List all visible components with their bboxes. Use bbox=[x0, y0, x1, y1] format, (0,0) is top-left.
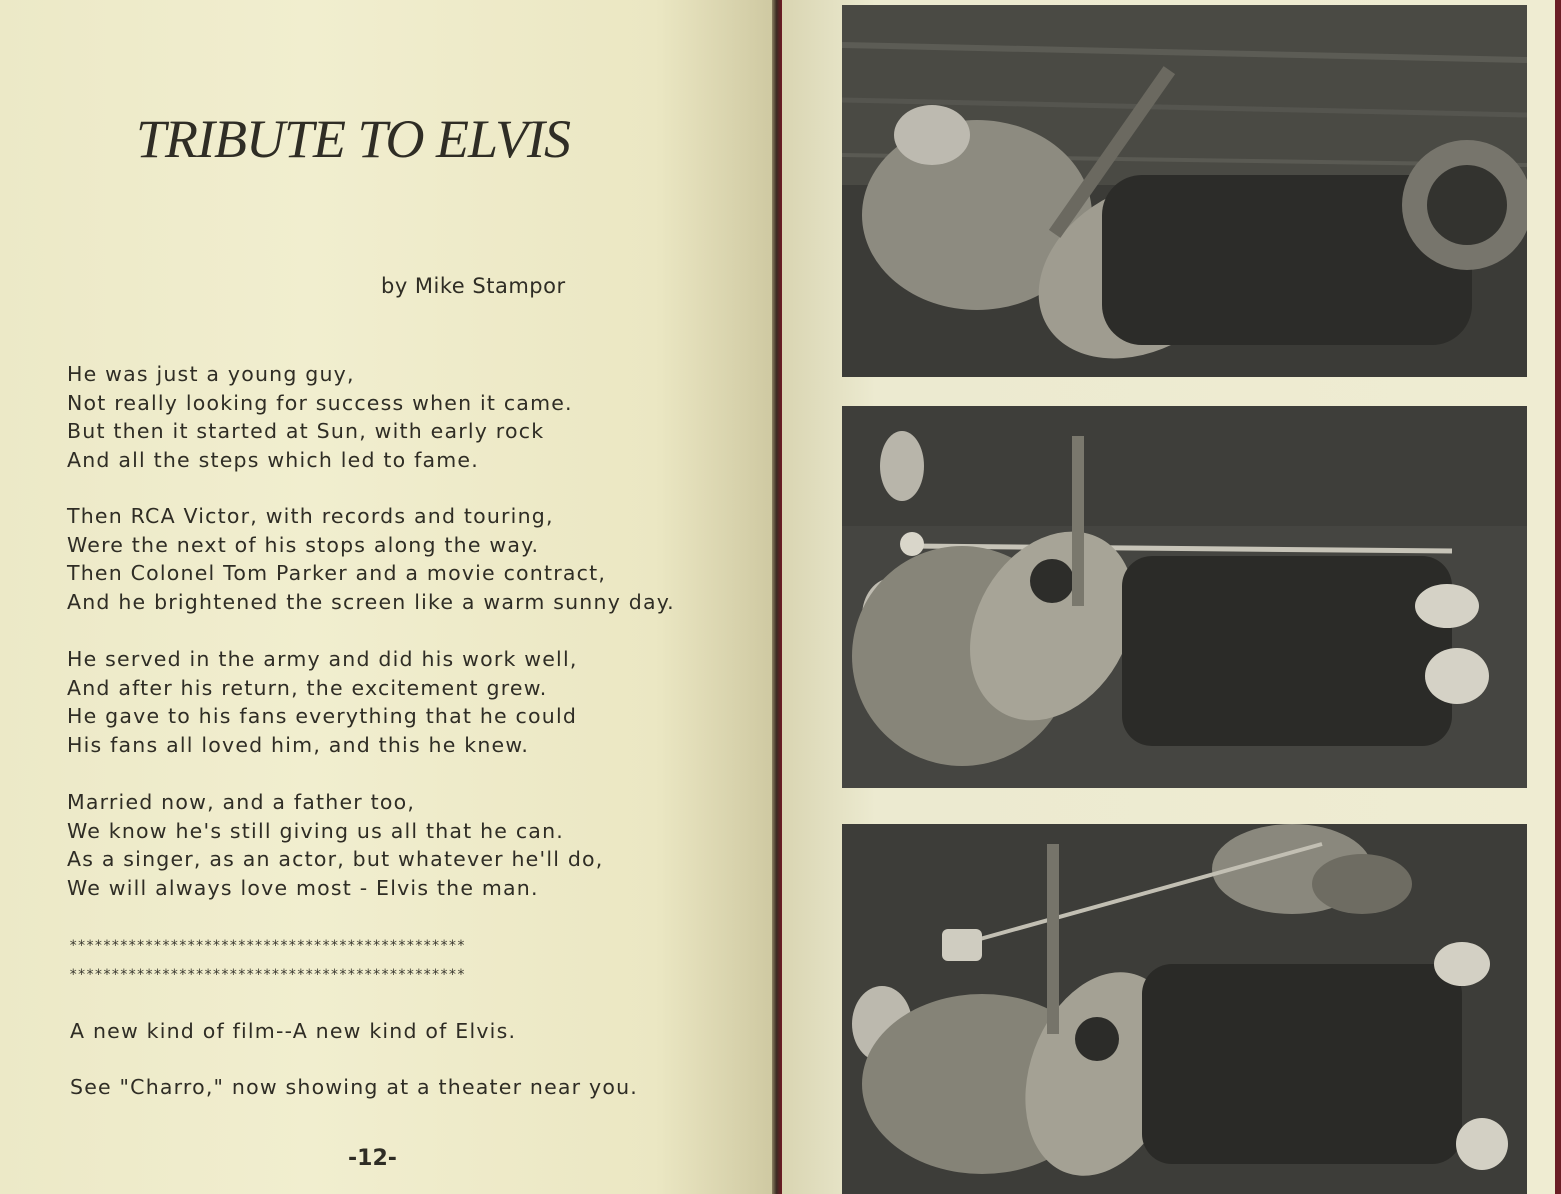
poem-stanza-3 bbox=[67, 645, 578, 759]
photo-performer-speaker bbox=[842, 5, 1527, 377]
photo-performer-drums bbox=[842, 824, 1527, 1194]
asterisk-separator bbox=[69, 932, 465, 990]
poem-line: Not really looking for success when it came. bbox=[67, 390, 573, 415]
page-number: -12- bbox=[348, 1146, 397, 1171]
poem-line: But then it started at Sun, with early rock bbox=[67, 419, 545, 444]
poem-stanza-1 bbox=[67, 360, 573, 474]
photo-illustration bbox=[842, 406, 1527, 788]
poem-line: Were the next of his stops along the way. bbox=[67, 532, 540, 557]
right-page bbox=[782, 0, 1561, 1194]
poem-line: His fans all loved him, and this he knew. bbox=[67, 732, 530, 757]
poem-stanza-4 bbox=[67, 788, 604, 902]
poem-line: He was just a young guy, bbox=[67, 362, 355, 386]
book-spine bbox=[772, 0, 782, 1194]
page-edge bbox=[1555, 0, 1561, 1194]
poem-line: And all the steps which led to fame. bbox=[67, 447, 479, 472]
poem-line: We will always love most - Elvis the man. bbox=[67, 875, 539, 900]
promo-tagline: A new kind of film--A new kind of Elvis. bbox=[70, 1019, 517, 1043]
separator-line: *********************************************** bbox=[69, 938, 466, 954]
poem-line: Married now, and a father too, bbox=[67, 790, 416, 814]
poem-line: We know he's still giving us all that he can. bbox=[67, 818, 564, 843]
photo-illustration bbox=[842, 5, 1527, 377]
photo-performer-microphone bbox=[842, 406, 1527, 788]
poem-line: Then Colonel Tom Parker and a movie contract, bbox=[67, 561, 607, 586]
poem-line: As a singer, as an actor, but whatever he'll do, bbox=[67, 847, 604, 872]
author-byline: by Mike Stampor bbox=[381, 274, 566, 298]
poem-line: And after his return, the excitement grew. bbox=[67, 675, 548, 700]
page-title: TRIBUTE TO ELVIS bbox=[136, 109, 571, 169]
poem-line: He gave to his fans everything that he could bbox=[67, 704, 578, 729]
poem-line: Then RCA Victor, with records and touring, bbox=[67, 504, 554, 528]
poem-line: And he brightened the screen like a warm sunny day. bbox=[67, 589, 675, 614]
poem-stanza-2 bbox=[67, 502, 675, 616]
photo-illustration bbox=[842, 824, 1527, 1194]
left-page bbox=[0, 0, 772, 1194]
separator-line: *********************************************** bbox=[69, 967, 466, 983]
promo-showing: See "Charro," now showing at a theater near you. bbox=[70, 1075, 639, 1099]
poem-line: He served in the army and did his work well, bbox=[67, 647, 578, 671]
